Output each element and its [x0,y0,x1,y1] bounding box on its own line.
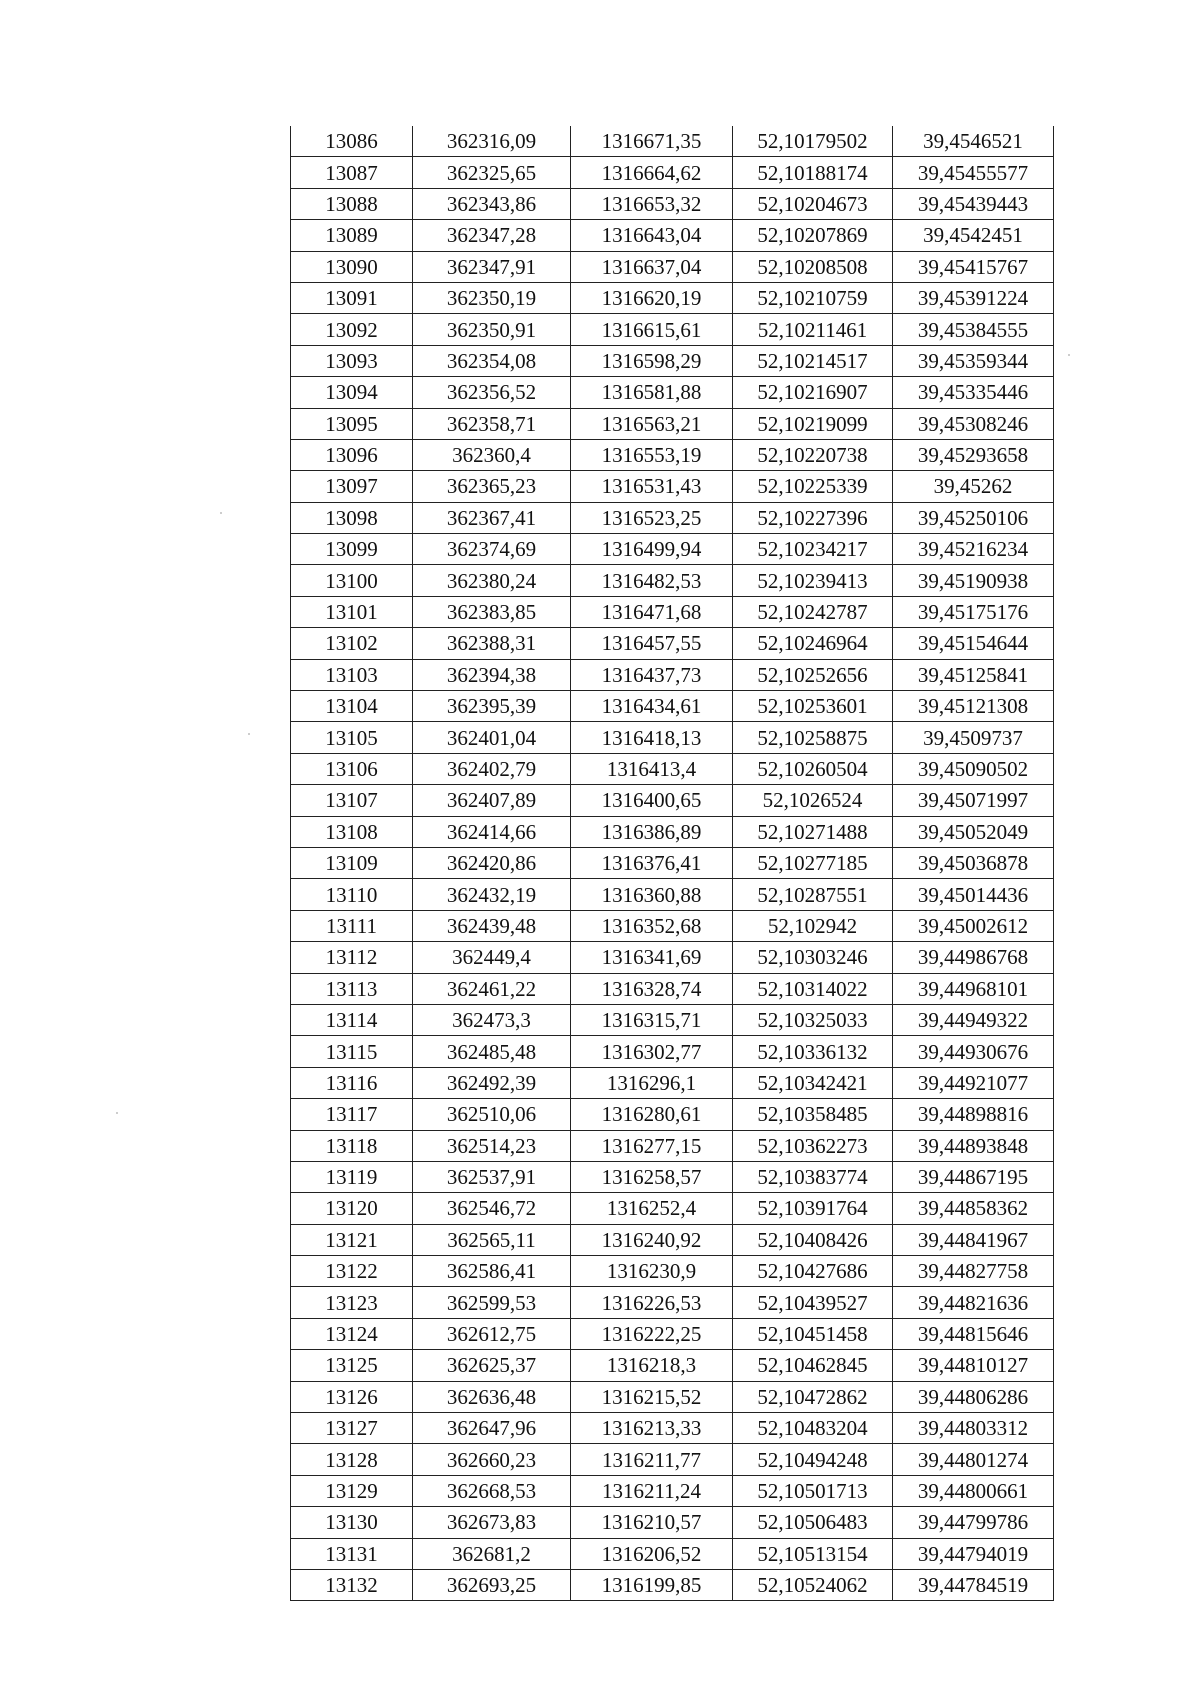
y-coordinate-cell: 1316563,21 [571,408,733,439]
y-coordinate-cell: 1316280,61 [571,1099,733,1130]
y-coordinate-cell: 1316218,3 [571,1350,733,1381]
table-row [291,1538,1054,1569]
longitude-cell: 39,45415767 [893,251,1054,282]
y-coordinate-cell: 1316210,57 [571,1507,733,1538]
longitude-cell: 39,44799786 [893,1507,1054,1538]
latitude-cell: 52,10271488 [733,816,893,847]
y-coordinate-cell: 1316211,77 [571,1444,733,1475]
x-coordinate-cell: 362660,23 [413,1444,571,1475]
x-coordinate-cell: 362681,2 [413,1538,571,1569]
x-coordinate-cell: 362360,4 [413,439,571,470]
longitude-cell: 39,44801274 [893,1444,1054,1475]
x-coordinate-cell: 362625,37 [413,1350,571,1381]
table-row [291,1036,1054,1067]
table-row [291,1569,1054,1600]
coordinates-table-body [291,126,1054,1601]
y-coordinate-cell: 1316206,52 [571,1538,733,1569]
longitude-cell: 39,45384555 [893,314,1054,345]
point-number-cell: 13092 [291,314,413,345]
x-coordinate-cell: 362693,25 [413,1569,571,1600]
scan-speck [248,733,250,735]
point-number-cell: 13118 [291,1130,413,1161]
x-coordinate-cell: 362356,52 [413,377,571,408]
x-coordinate-cell: 362316,09 [413,126,571,157]
y-coordinate-cell: 1316653,32 [571,188,733,219]
latitude-cell: 52,10219099 [733,408,893,439]
x-coordinate-cell: 362492,39 [413,1067,571,1098]
x-coordinate-cell: 362350,19 [413,282,571,313]
table-row [291,973,1054,1004]
x-coordinate-cell: 362401,04 [413,722,571,753]
latitude-cell: 52,10260504 [733,753,893,784]
x-coordinate-cell: 362439,48 [413,910,571,941]
y-coordinate-cell: 1316400,65 [571,785,733,816]
latitude-cell: 52,10494248 [733,1444,893,1475]
table-row [291,1004,1054,1035]
x-coordinate-cell: 362636,48 [413,1381,571,1412]
point-number-cell: 13130 [291,1507,413,1538]
y-coordinate-cell: 1316376,41 [571,847,733,878]
y-coordinate-cell: 1316258,57 [571,1161,733,1192]
latitude-cell: 52,10483204 [733,1413,893,1444]
point-number-cell: 13131 [291,1538,413,1569]
table-row [291,879,1054,910]
point-number-cell: 13115 [291,1036,413,1067]
point-number-cell: 13132 [291,1569,413,1600]
x-coordinate-cell: 362350,91 [413,314,571,345]
y-coordinate-cell: 1316413,4 [571,753,733,784]
table-row [291,534,1054,565]
x-coordinate-cell: 362668,53 [413,1475,571,1506]
y-coordinate-cell: 1316211,24 [571,1475,733,1506]
latitude-cell: 52,10408426 [733,1224,893,1255]
latitude-cell: 52,10253601 [733,691,893,722]
longitude-cell: 39,45262 [893,471,1054,502]
table-row [291,1099,1054,1130]
point-number-cell: 13086 [291,126,413,157]
y-coordinate-cell: 1316230,9 [571,1256,733,1287]
longitude-cell: 39,4546521 [893,126,1054,157]
y-coordinate-cell: 1316664,62 [571,157,733,188]
x-coordinate-cell: 362485,48 [413,1036,571,1067]
point-number-cell: 13095 [291,408,413,439]
table-row [291,345,1054,376]
table-row [291,251,1054,282]
table-row [291,377,1054,408]
y-coordinate-cell: 1316671,35 [571,126,733,157]
longitude-cell: 39,45071997 [893,785,1054,816]
x-coordinate-cell: 362347,28 [413,220,571,251]
latitude-cell: 52,10383774 [733,1161,893,1192]
longitude-cell: 39,44986768 [893,942,1054,973]
point-number-cell: 13100 [291,565,413,596]
table-row [291,565,1054,596]
longitude-cell: 39,45090502 [893,753,1054,784]
point-number-cell: 13126 [291,1381,413,1412]
table-row [291,1224,1054,1255]
table-row [291,220,1054,251]
longitude-cell: 39,44841967 [893,1224,1054,1255]
table-row [291,1318,1054,1349]
table-row [291,1287,1054,1318]
point-number-cell: 13116 [291,1067,413,1098]
table-row [291,596,1054,627]
longitude-cell: 39,45154644 [893,628,1054,659]
longitude-cell: 39,44893848 [893,1130,1054,1161]
x-coordinate-cell: 362402,79 [413,753,571,784]
x-coordinate-cell: 362599,53 [413,1287,571,1318]
longitude-cell: 39,45014436 [893,879,1054,910]
longitude-cell: 39,44858362 [893,1193,1054,1224]
y-coordinate-cell: 1316213,33 [571,1413,733,1444]
point-number-cell: 13094 [291,377,413,408]
x-coordinate-cell: 362358,71 [413,408,571,439]
point-number-cell: 13106 [291,753,413,784]
point-number-cell: 13097 [291,471,413,502]
longitude-cell: 39,44827758 [893,1256,1054,1287]
latitude-cell: 52,102942 [733,910,893,941]
point-number-cell: 13127 [291,1413,413,1444]
x-coordinate-cell: 362407,89 [413,785,571,816]
latitude-cell: 52,10225339 [733,471,893,502]
latitude-cell: 52,10391764 [733,1193,893,1224]
point-number-cell: 13109 [291,847,413,878]
longitude-cell: 39,45293658 [893,439,1054,470]
latitude-cell: 52,10462845 [733,1350,893,1381]
point-number-cell: 13105 [291,722,413,753]
y-coordinate-cell: 1316531,43 [571,471,733,502]
y-coordinate-cell: 1316418,13 [571,722,733,753]
y-coordinate-cell: 1316226,53 [571,1287,733,1318]
x-coordinate-cell: 362612,75 [413,1318,571,1349]
y-coordinate-cell: 1316386,89 [571,816,733,847]
y-coordinate-cell: 1316457,55 [571,628,733,659]
table-row [291,157,1054,188]
y-coordinate-cell: 1316434,61 [571,691,733,722]
y-coordinate-cell: 1316240,92 [571,1224,733,1255]
longitude-cell: 39,45216234 [893,534,1054,565]
longitude-cell: 39,45175176 [893,596,1054,627]
longitude-cell: 39,44898816 [893,1099,1054,1130]
longitude-cell: 39,44949322 [893,1004,1054,1035]
longitude-cell: 39,44921077 [893,1067,1054,1098]
longitude-cell: 39,45125841 [893,659,1054,690]
point-number-cell: 13098 [291,502,413,533]
latitude-cell: 52,10314022 [733,973,893,1004]
longitude-cell: 39,45052049 [893,816,1054,847]
y-coordinate-cell: 1316315,71 [571,1004,733,1035]
table-row [291,942,1054,973]
table-row [291,1507,1054,1538]
point-number-cell: 13125 [291,1350,413,1381]
point-number-cell: 13113 [291,973,413,1004]
table-row [291,1350,1054,1381]
latitude-cell: 52,10439527 [733,1287,893,1318]
point-number-cell: 13111 [291,910,413,941]
y-coordinate-cell: 1316598,29 [571,345,733,376]
latitude-cell: 52,10501713 [733,1475,893,1506]
y-coordinate-cell: 1316553,19 [571,439,733,470]
y-coordinate-cell: 1316341,69 [571,942,733,973]
point-number-cell: 13090 [291,251,413,282]
table-row [291,722,1054,753]
y-coordinate-cell: 1316637,04 [571,251,733,282]
latitude-cell: 52,10342421 [733,1067,893,1098]
longitude-cell: 39,44867195 [893,1161,1054,1192]
y-coordinate-cell: 1316199,85 [571,1569,733,1600]
latitude-cell: 52,10451458 [733,1318,893,1349]
latitude-cell: 52,10524062 [733,1569,893,1600]
longitude-cell: 39,44815646 [893,1318,1054,1349]
table-row [291,1130,1054,1161]
point-number-cell: 13103 [291,659,413,690]
x-coordinate-cell: 362325,65 [413,157,571,188]
table-row [291,785,1054,816]
scan-speck [1068,354,1070,356]
point-number-cell: 13120 [291,1193,413,1224]
longitude-cell: 39,45036878 [893,847,1054,878]
table-row [291,1444,1054,1475]
table-row [291,1161,1054,1192]
longitude-cell: 39,44810127 [893,1350,1054,1381]
x-coordinate-cell: 362365,23 [413,471,571,502]
table-row [291,1381,1054,1412]
longitude-cell: 39,44803312 [893,1413,1054,1444]
longitude-cell: 39,44968101 [893,973,1054,1004]
table-row [291,126,1054,157]
latitude-cell: 52,10214517 [733,345,893,376]
y-coordinate-cell: 1316615,61 [571,314,733,345]
table-row [291,502,1054,533]
y-coordinate-cell: 1316523,25 [571,502,733,533]
longitude-cell: 39,44794019 [893,1538,1054,1569]
x-coordinate-cell: 362414,66 [413,816,571,847]
point-number-cell: 13119 [291,1161,413,1192]
latitude-cell: 52,10246964 [733,628,893,659]
point-number-cell: 13112 [291,942,413,973]
point-number-cell: 13087 [291,157,413,188]
y-coordinate-cell: 1316581,88 [571,377,733,408]
x-coordinate-cell: 362510,06 [413,1099,571,1130]
table-row [291,282,1054,313]
point-number-cell: 13129 [291,1475,413,1506]
latitude-cell: 52,10303246 [733,942,893,973]
table-row [291,408,1054,439]
table-row [291,659,1054,690]
scan-speck [116,1112,118,1114]
table-row [291,188,1054,219]
point-number-cell: 13122 [291,1256,413,1287]
table-row [291,471,1054,502]
latitude-cell: 52,10252656 [733,659,893,690]
longitude-cell: 39,45391224 [893,282,1054,313]
table-row [291,910,1054,941]
y-coordinate-cell: 1316222,25 [571,1318,733,1349]
x-coordinate-cell: 362537,91 [413,1161,571,1192]
longitude-cell: 39,45439443 [893,188,1054,219]
latitude-cell: 52,10216907 [733,377,893,408]
x-coordinate-cell: 362395,39 [413,691,571,722]
latitude-cell: 52,10242787 [733,596,893,627]
y-coordinate-cell: 1316620,19 [571,282,733,313]
table-row [291,1475,1054,1506]
point-number-cell: 13088 [291,188,413,219]
x-coordinate-cell: 362546,72 [413,1193,571,1224]
x-coordinate-cell: 362673,83 [413,1507,571,1538]
x-coordinate-cell: 362380,24 [413,565,571,596]
latitude-cell: 52,10336132 [733,1036,893,1067]
latitude-cell: 52,10513154 [733,1538,893,1569]
scan-speck [220,512,222,514]
table-row [291,314,1054,345]
longitude-cell: 39,45250106 [893,502,1054,533]
x-coordinate-cell: 362586,41 [413,1256,571,1287]
y-coordinate-cell: 1316471,68 [571,596,733,627]
longitude-cell: 39,44806286 [893,1381,1054,1412]
latitude-cell: 52,10220738 [733,439,893,470]
point-number-cell: 13108 [291,816,413,847]
y-coordinate-cell: 1316328,74 [571,973,733,1004]
y-coordinate-cell: 1316352,68 [571,910,733,941]
table-row [291,1193,1054,1224]
latitude-cell: 52,10210759 [733,282,893,313]
point-number-cell: 13099 [291,534,413,565]
latitude-cell: 52,10208508 [733,251,893,282]
table-row [291,847,1054,878]
point-number-cell: 13096 [291,439,413,470]
point-number-cell: 13128 [291,1444,413,1475]
longitude-cell: 39,44800661 [893,1475,1054,1506]
latitude-cell: 52,10358485 [733,1099,893,1130]
point-number-cell: 13110 [291,879,413,910]
table-row [291,439,1054,470]
y-coordinate-cell: 1316437,73 [571,659,733,690]
latitude-cell: 52,10472862 [733,1381,893,1412]
table-row [291,1256,1054,1287]
table-row [291,753,1054,784]
longitude-cell: 39,4509737 [893,722,1054,753]
latitude-cell: 52,10188174 [733,157,893,188]
latitude-cell: 52,10204673 [733,188,893,219]
latitude-cell: 52,10234217 [733,534,893,565]
x-coordinate-cell: 362473,3 [413,1004,571,1035]
coordinates-table [290,126,1054,1601]
longitude-cell: 39,45308246 [893,408,1054,439]
x-coordinate-cell: 362347,91 [413,251,571,282]
x-coordinate-cell: 362449,4 [413,942,571,973]
y-coordinate-cell: 1316482,53 [571,565,733,596]
x-coordinate-cell: 362367,41 [413,502,571,533]
latitude-cell: 52,10277185 [733,847,893,878]
latitude-cell: 52,1026524 [733,785,893,816]
x-coordinate-cell: 362514,23 [413,1130,571,1161]
point-number-cell: 13091 [291,282,413,313]
x-coordinate-cell: 362394,38 [413,659,571,690]
longitude-cell: 39,44930676 [893,1036,1054,1067]
table-row [291,691,1054,722]
point-number-cell: 13117 [291,1099,413,1130]
y-coordinate-cell: 1316296,1 [571,1067,733,1098]
longitude-cell: 39,45455577 [893,157,1054,188]
latitude-cell: 52,10427686 [733,1256,893,1287]
longitude-cell: 39,45121308 [893,691,1054,722]
point-number-cell: 13104 [291,691,413,722]
latitude-cell: 52,10325033 [733,1004,893,1035]
latitude-cell: 52,10207869 [733,220,893,251]
longitude-cell: 39,45190938 [893,565,1054,596]
y-coordinate-cell: 1316277,15 [571,1130,733,1161]
y-coordinate-cell: 1316643,04 [571,220,733,251]
y-coordinate-cell: 1316252,4 [571,1193,733,1224]
table-row [291,816,1054,847]
latitude-cell: 52,10258875 [733,722,893,753]
latitude-cell: 52,10506483 [733,1507,893,1538]
table-row [291,628,1054,659]
latitude-cell: 52,10227396 [733,502,893,533]
point-number-cell: 13101 [291,596,413,627]
latitude-cell: 52,10239413 [733,565,893,596]
x-coordinate-cell: 362374,69 [413,534,571,565]
longitude-cell: 39,45002612 [893,910,1054,941]
table-row [291,1067,1054,1098]
y-coordinate-cell: 1316360,88 [571,879,733,910]
x-coordinate-cell: 362354,08 [413,345,571,376]
y-coordinate-cell: 1316215,52 [571,1381,733,1412]
x-coordinate-cell: 362420,86 [413,847,571,878]
x-coordinate-cell: 362647,96 [413,1413,571,1444]
x-coordinate-cell: 362461,22 [413,973,571,1004]
table-row [291,1413,1054,1444]
point-number-cell: 13102 [291,628,413,659]
point-number-cell: 13089 [291,220,413,251]
latitude-cell: 52,10211461 [733,314,893,345]
point-number-cell: 13107 [291,785,413,816]
longitude-cell: 39,44784519 [893,1569,1054,1600]
point-number-cell: 13093 [291,345,413,376]
point-number-cell: 13121 [291,1224,413,1255]
point-number-cell: 13114 [291,1004,413,1035]
latitude-cell: 52,10362273 [733,1130,893,1161]
x-coordinate-cell: 362565,11 [413,1224,571,1255]
x-coordinate-cell: 362388,31 [413,628,571,659]
x-coordinate-cell: 362432,19 [413,879,571,910]
longitude-cell: 39,45335446 [893,377,1054,408]
longitude-cell: 39,45359344 [893,345,1054,376]
longitude-cell: 39,4542451 [893,220,1054,251]
latitude-cell: 52,10179502 [733,126,893,157]
longitude-cell: 39,44821636 [893,1287,1054,1318]
y-coordinate-cell: 1316302,77 [571,1036,733,1067]
point-number-cell: 13124 [291,1318,413,1349]
x-coordinate-cell: 362343,86 [413,188,571,219]
x-coordinate-cell: 362383,85 [413,596,571,627]
point-number-cell: 13123 [291,1287,413,1318]
y-coordinate-cell: 1316499,94 [571,534,733,565]
latitude-cell: 52,10287551 [733,879,893,910]
